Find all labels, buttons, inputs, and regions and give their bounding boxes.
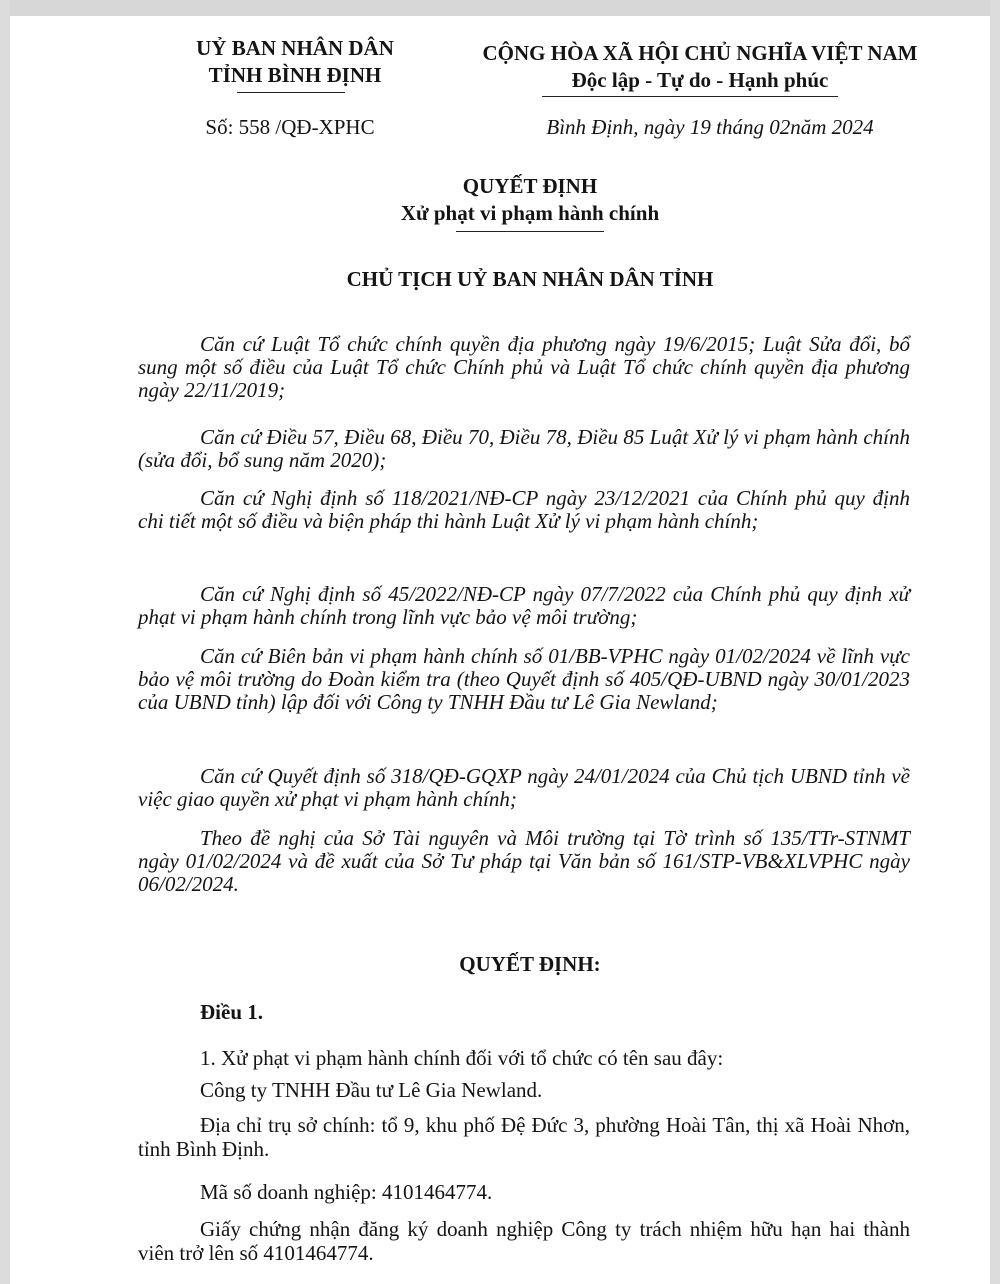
decision-heading: QUYẾT ĐỊNH: — [459, 952, 601, 976]
article-paragraph: 1. Xử phạt vi phạm hành chính đối với tổ chức có tên sau đây: — [200, 1046, 724, 1070]
document-page — [10, 16, 990, 1284]
preamble-clause: Căn cứ Nghị định số 118/2021/NĐ-CP ngày 23/12/2021 của Chính phủ quy định chi tiết một số điều và biện pháp thi hành Luật Xử lý vi phạm hành chính; — [138, 486, 910, 533]
preamble-clause: Căn cứ Luật Tổ chức chính quyền địa phương ngày 19/6/2015; Luật Sửa đổi, bổ sung một số điều của Luật Tổ chức Chính phủ và Luật Tổ chức chính quyền địa phương ngày 22/11/2019; — [138, 332, 910, 402]
org-underline — [237, 92, 345, 93]
doc-number: Số: 558 /QĐ-XPHC — [205, 115, 375, 139]
nation-name: CỘNG HÒA XÃ HỘI CHỦ NGHĨA VIỆT NAM — [482, 41, 918, 65]
org-name-line1: UỶ BAN NHÂN DÂN — [196, 36, 394, 60]
title-underline — [456, 231, 604, 232]
window-left-edge — [0, 0, 10, 1284]
window-top-edge — [0, 0, 1000, 16]
document-subtitle: Xử phạt vi phạm hành chính — [400, 201, 660, 225]
issuing-authority: CHỦ TỊCH UỶ BAN NHÂN DÂN TỈNH — [346, 267, 714, 291]
nation-motto: Độc lập - Tự do - Hạnh phúc — [571, 68, 829, 92]
preamble-clause: Căn cứ Nghị định số 45/2022/NĐ-CP ngày 07/7/2022 của Chính phủ quy định xử phạt vi phạm hành chính trong lĩnh vực bảo vệ môi trường; — [138, 582, 910, 629]
preamble-clause: Căn cứ Điều 57, Điều 68, Điều 70, Điều 78, Điều 85 Luật Xử lý vi phạm hành chính (sửa đổi, bổ sung năm 2020); — [138, 425, 910, 472]
article-paragraph: Mã số doanh nghiệp: 4101464774. — [200, 1180, 493, 1204]
article-paragraph: Địa chỉ trụ sở chính: tổ 9, khu phố Đệ Đức 3, phường Hoài Tân, thị xã Hoài Nhơn, tỉnh Bình Định. — [138, 1113, 910, 1161]
preamble-clause: Căn cứ Biên bản vi phạm hành chính số 01/BB-VPHC ngày 01/02/2024 về lĩnh vực bảo vệ môi trường do Đoàn kiểm tra (theo Quyết định số 405/QĐ-UBND ngày 30/01/2023 của UBND tỉnh) lập đối với Công ty TNHH Đầu tư Lê Gia Newland; — [138, 644, 910, 714]
preamble-clause: Theo đề nghị của Sở Tài nguyên và Môi trường tại Tờ trình số 135/TTr-STNMT ngày 01/02/2024 và đề xuất của Sở Tư pháp tại Văn bản số 161/STP-VB&XLVPHC ngày 06/02/2024. — [138, 826, 910, 896]
place-date: Bình Định, ngày 19 tháng 02năm 2024 — [546, 115, 874, 139]
org-name-line2: TỈNH BÌNH ĐỊNH — [208, 63, 382, 87]
document-title: QUYẾT ĐỊNH — [462, 174, 598, 198]
preamble-clause: Căn cứ Quyết định số 318/QĐ-GQXP ngày 24/01/2024 của Chủ tịch UBND tỉnh về việc giao quyền xử phạt vi phạm hành chính; — [138, 764, 910, 811]
article-paragraph: Công ty TNHH Đầu tư Lê Gia Newland. — [200, 1078, 543, 1102]
motto-underline — [542, 96, 838, 97]
article-paragraph: Giấy chứng nhận đăng ký doanh nghiệp Công ty trách nhiệm hữu hạn hai thành viên trở lên số 4101464774. — [138, 1217, 910, 1265]
article-heading: Điều 1. — [200, 1000, 263, 1024]
